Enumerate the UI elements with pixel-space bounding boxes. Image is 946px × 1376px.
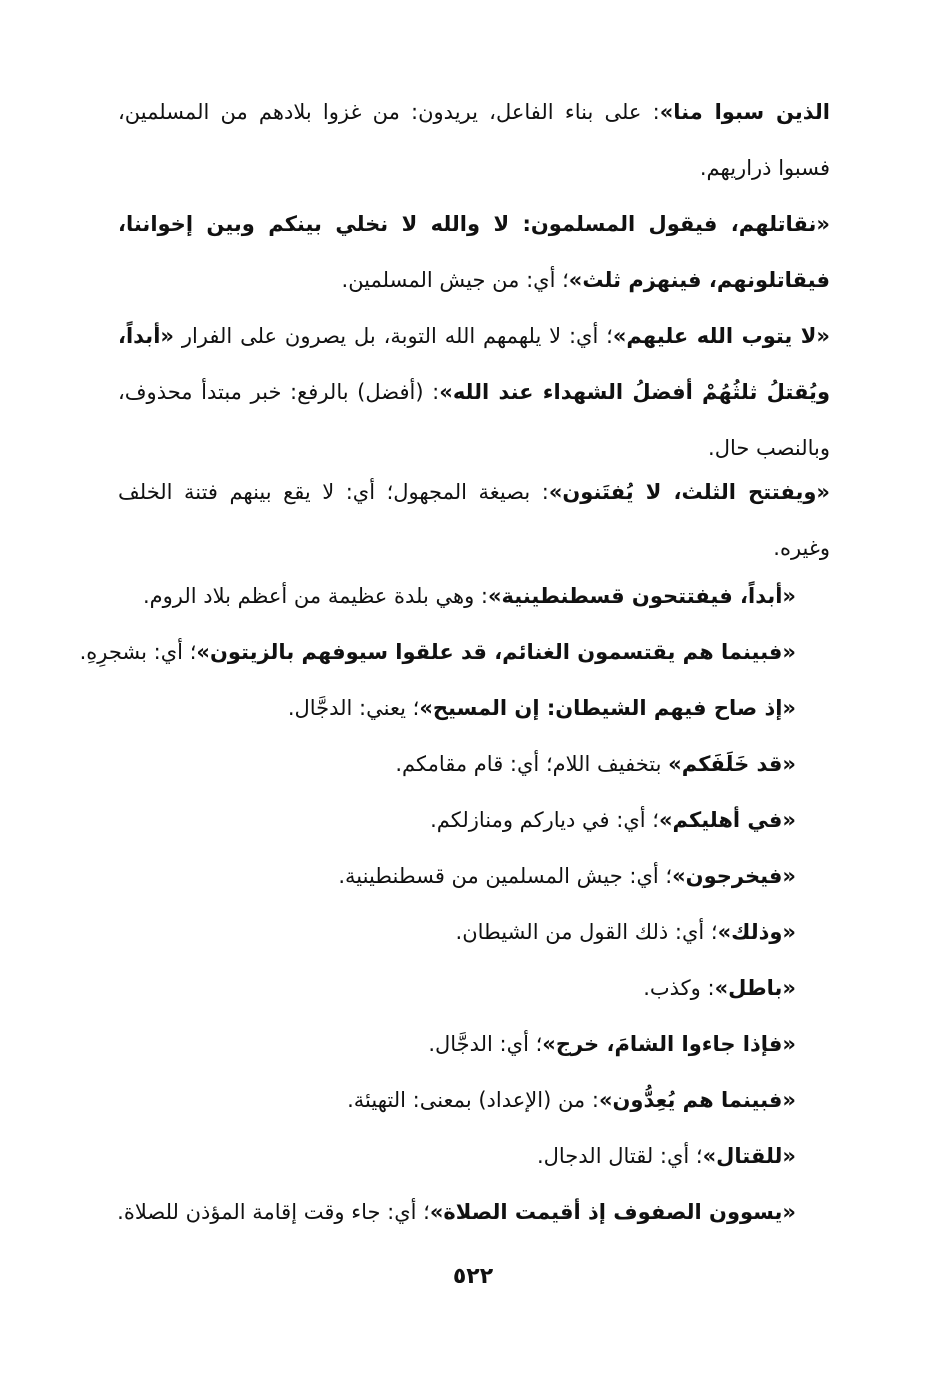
quoted-hadith-text: «أبداً، ويُقتلُ ثلثُهُمْ أفضلُ الشهداء عند الله» bbox=[118, 324, 831, 404]
paragraph-2 bbox=[118, 196, 830, 308]
quoted-hadith-text: «فإذا جاءوا الشامَ، خرج» bbox=[542, 1032, 796, 1056]
quoted-hadith-text: «أبداً، فيفتتحون قسطنطينية» bbox=[487, 584, 796, 608]
quoted-hadith-text: «في أهليكم» bbox=[658, 808, 796, 832]
line-1 bbox=[143, 576, 796, 616]
commentary-text: : (أفضل) بالرفع: خبر مبتدأ محذوف، وبالنصب حال. bbox=[118, 380, 830, 460]
line-7 bbox=[456, 912, 796, 952]
quoted-hadith-text: «فيخرجون» bbox=[672, 864, 796, 888]
commentary-text: ؛ أي: جاء وقت إقامة المؤذن للصلاة. bbox=[117, 1200, 430, 1224]
page-number: ٥٢٢ bbox=[452, 1264, 494, 1289]
commentary-text: ؛ يعني: الدجَّال. bbox=[287, 696, 420, 720]
quoted-hadith-text: «للقتال» bbox=[702, 1144, 796, 1168]
quoted-hadith-text: «يسوون الصفوف إذ أقيمت الصلاة» bbox=[429, 1200, 796, 1224]
commentary-text: ؛ أي: الدجَّال. bbox=[428, 1032, 543, 1056]
quoted-hadith-text: «وذلك» bbox=[717, 920, 796, 944]
quoted-hadith-text: «إذ صاح فيهم الشيطان: إن المسيح» bbox=[419, 696, 796, 720]
commentary-text: ؛ أي: لا يلهمهم الله التوبة، بل يصرون على الفرار bbox=[181, 324, 613, 348]
commentary-text: ؛ أي: في دياركم ومنازلكم. bbox=[430, 808, 659, 832]
commentary-text: : بصيغة المجهول؛ أي: لا يقع بينهم فتنة الخلف وغيره. bbox=[118, 480, 830, 560]
commentary-text: : على بناء الفاعل، يريدون: من غزوا بلادهم من المسلمين، فسبوا ذراريهم. bbox=[118, 100, 830, 180]
commentary-text: ؛ أي: ذلك القول من الشيطان. bbox=[455, 920, 718, 944]
quoted-hadith-text: «فبينما هم يقتسمون الغنائم، قد علقوا سيوفهم بالزيتون» bbox=[196, 640, 796, 664]
quoted-hadith-text: الذين سبوا منا» bbox=[659, 100, 830, 124]
paragraph-3 bbox=[118, 308, 830, 476]
line-11 bbox=[537, 1136, 796, 1176]
paragraph-4 bbox=[118, 464, 830, 576]
quoted-hadith-text: «باطل» bbox=[714, 976, 796, 1000]
line-12 bbox=[117, 1192, 796, 1232]
paragraph-1 bbox=[118, 84, 830, 196]
commentary-text: : من (الإعداد) بمعنى: التهيئة. bbox=[347, 1088, 599, 1112]
commentary-text: : وهي بلدة عظيمة من أعظم بلاد الروم. bbox=[142, 584, 488, 608]
line-2 bbox=[80, 632, 796, 672]
quoted-hadith-text: «نقاتلهم، فيقول المسلمون: لا والله لا نخلي بينكم وبين إخواننا، فيقاتلونهم، فينهزم ثلث» bbox=[118, 212, 830, 292]
commentary-text: ؛ أي: من جيش المسلمين. bbox=[341, 268, 569, 292]
commentary-text: : وكذب. bbox=[643, 976, 715, 1000]
commentary-text: ؛ أي: بشجرِهِ. bbox=[79, 640, 197, 664]
line-5 bbox=[430, 800, 796, 840]
commentary-text: ؛ أي: لقتال الدجال. bbox=[536, 1144, 703, 1168]
line-6 bbox=[338, 856, 796, 896]
quoted-hadith-text: «قد خَلَفَكم» bbox=[668, 752, 796, 776]
line-10 bbox=[347, 1080, 796, 1120]
line-8 bbox=[643, 968, 796, 1008]
line-4 bbox=[395, 744, 796, 784]
quoted-hadith-text: «لا يتوب الله عليهم» bbox=[612, 324, 831, 348]
quoted-hadith-text: «ويفتتح الثلث، لا يُفتَنون» bbox=[548, 480, 830, 504]
quoted-hadith-text: «فبينما هم يُعِدُّون» bbox=[598, 1088, 796, 1112]
commentary-text: بتخفيف اللام؛ أي: قام مقامكم. bbox=[395, 752, 669, 776]
line-9 bbox=[428, 1024, 796, 1064]
line-3 bbox=[288, 688, 796, 728]
commentary-text: ؛ أي: جيش المسلمين من قسطنطينية. bbox=[338, 864, 673, 888]
